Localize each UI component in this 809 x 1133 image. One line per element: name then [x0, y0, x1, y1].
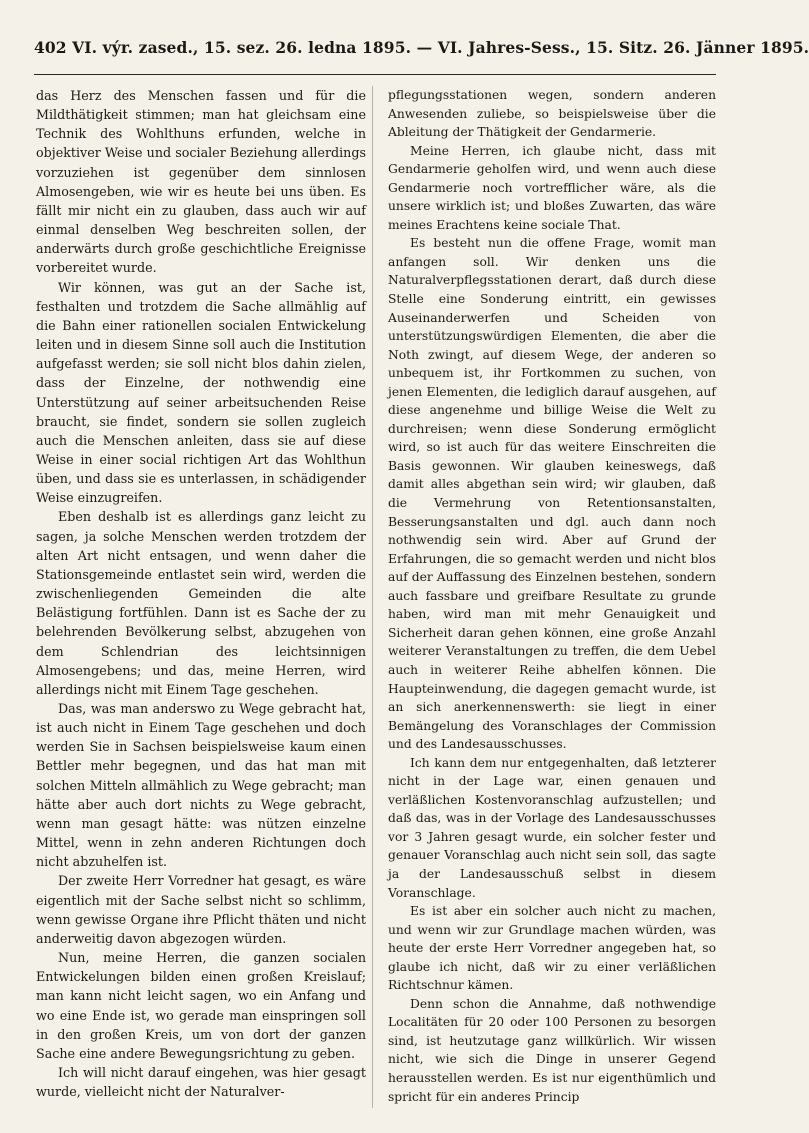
left-column [36, 86, 366, 1101]
paragraph: Denn schon die Annahme, daß nothwendige Localitäten für 20 oder 100 Personen zu besorgen sind, ist heutzutage ganz willkürlich. Wir wissen nicht, wie sich die Dinge in unserer Gegend herausstellen werden. Es ist nur eigenthümlich und spricht für ein anderes Princip [388, 996, 716, 1104]
paragraph: das Herz des Menschen fassen und für die Mildthätigkeit stimmen; man hat gleichsam eine Technik des Wohlthuns erfunden, welche in objektiver Weise und socialer Beziehung allerdings vorzuziehen ist gegenüber dem sinnlosen Almosengeben, wie wir es heute bei uns üben. Es fällt mir nicht ein zu glauben, dass auch wir auf einmal denselben Weg beschreiten sollen, der anderwärts durch große geschichtliche Ereignisse vorbereitet wurde. [36, 88, 366, 276]
running-header [34, 38, 809, 57]
paragraph: Es besteht nun die offene Frage, womit man anfangen soll. Wir denken uns die Naturalverpflegsstationen derart, daß durch diese Stelle eine Sonderung eintritt, ein gewisses Auseinanderwerfen und Scheiden von unterstützungswürdigen Elementen, die aber die Noth zwingt, auf diesem Wege, der anderen so unbequem ist, ihr Fortkommen zu suchen, von jenen Elementen, die lediglich darauf ausgehen, auf diese angenehme und billige Weise die Welt zu durchreisen; wenn diese Sonderung ermöglicht wird, so ist auch für das weitere Einschreiten die Basis gewonnen. Wir glauben keineswegs, daß damit alles abgethan sein wird; wir glauben, daß die Vermehrung von Retentionsanstalten, Besserungsanstalten und dgl. auch dann noch nothwendig sein wird. Aber auf Grund der Erfahrungen, die so gemacht werden und nicht blos auf der Auffassung des Einzelnen bestehen, sondern auch fassbare und greifbare Resultate zu grunde haben, wird man mit mehr Genauigkeit und Sicherheit daran gehen können, eine große Anzahl weiterer Veranstaltungen zu treffen, die dem Uebel auch in weiterer Reihe abhelfen können. Die Haupteinwendung, die dagegen gemacht wurde, ist an sich anerkennenswerth: sie liegt in einer Bemängelung des Voranschlages der Commission und des Landesausschusses. [388, 236, 716, 752]
paragraph: pflegungsstationen wegen, sondern anderen Anwesenden zuliebe, so beispielsweise über die Ableitung der Thätigkeit der Gendarmerie. [388, 88, 716, 140]
right-column [388, 86, 716, 1106]
header-czech: VI. výr. zased., 15. sez. 26. ledna 1895. [72, 38, 412, 57]
paragraph: Es ist aber ein solcher auch nicht zu machen, und wenn wir zur Grundlage machen würden, was heute der erste Herr Vorredner angegeben hat, so glaube ich nicht, daß wir zu einer verläßlichen Richtschnur kämen. [388, 904, 716, 993]
paragraph: Der zweite Herr Vorredner hat gesagt, es wäre eigentlich mit der Sache selbst nicht so schlimm, wenn gewisse Organe ihre Pflicht thäten und nicht anderweitig davon abgezogen würden. [36, 873, 366, 946]
header-german: VI. Jahres-Sess., 15. Sitz. 26. Jänner 1895. [437, 38, 809, 57]
paragraph: Ich will nicht darauf eingehen, was hier gesagt wurde, vielleicht nicht der Naturalver- [36, 1064, 366, 1100]
paragraph: Ich kann dem nur entgegenhalten, daß letzterer nicht in der Lage war, einen genauen und verläßlichen Kostenvoranschlag aufzustellen; und daß das, was in der Vorlage des Landesausschusses vor 3 Jahren gesagt wurde, ein solcher fester und genauer Voranschlag auch nicht sein soll, das sagte ja der Landesausschuß selbst in diesem Voranschlage. [388, 755, 716, 900]
header-rule [34, 74, 716, 75]
paragraph: Das, was man anderswo zu Wege gebracht hat, ist auch nicht in Einem Tage geschehen und doch werden Sie in Sachsen beispielsweise kaum einen Bettler mehr begegnen, und das hat man mit solchen Mitteln allmählich zu Wege gebracht; man hätte aber auch dort nichts zu Wege gebracht, wenn man gesagt hätte: was nützen einzelne Mittel, wenn in zehn anderen Richtungen doch nicht abzuhelfen ist. [36, 701, 366, 870]
column-divider [372, 86, 373, 1108]
paragraph: Eben deshalb ist es allerdings ganz leicht zu sagen, ja solche Menschen werden trotzdem der alten Art nicht entsagen, und wenn daher die Stationsgemeinde entlastet sein wird, werden die zwischenliegenden Gemeinden die alte Belästigung fortfühlen. Dann ist es Sache der zu belehrenden Bevölkerung selbst, abzugehen von dem Schlendrian des leichtsinnigen Almosengebens; und das, meine Herren, wird allerdings nicht mit Einem Tage geschehen. [36, 509, 366, 697]
paragraph: Meine Herren, ich glaube nicht, dass mit Gendarmerie geholfen wird, und wenn auch diese Gendarmerie noch vortrefflicher wäre, als die unsere wirklich ist; und bloßes Zuwarten, das wäre meines Erachtens keine sociale That. [388, 143, 716, 232]
paragraph: Nun, meine Herren, die ganzen socialen Entwickelungen bilden einen großen Kreislauf; man kann nicht leicht sagen, wo ein Anfang und wo eine Ende ist, wo gerade man einspringen soll in den großen Kreis, um von dort der ganzen Sache eine andere Bewegungsrichtung zu geben. [36, 950, 366, 1061]
page-number: 402 [34, 38, 67, 57]
paragraph: Wir können, was gut an der Sache ist, festhalten und trotzdem die Sache allmählig auf die Bahn einer rationellen socialen Entwickelung leiten und in diesem Sinne soll auch die Institution aufgefasst werden; sie soll nicht blos dahin zielen, dass der Einzelne, der nothwendig eine Unterstützung auf seiner arbeitsuchenden Reise braucht, sie findet, sondern sie sollen zugleich auch die Menschen anleiten, dass sie auf diese Weise in einer social richtigen Art das Wohlthun üben, und dass sie es unterlassen, in schädigender Weise einzugreifen. [36, 279, 366, 506]
header-separator: — [416, 38, 433, 57]
